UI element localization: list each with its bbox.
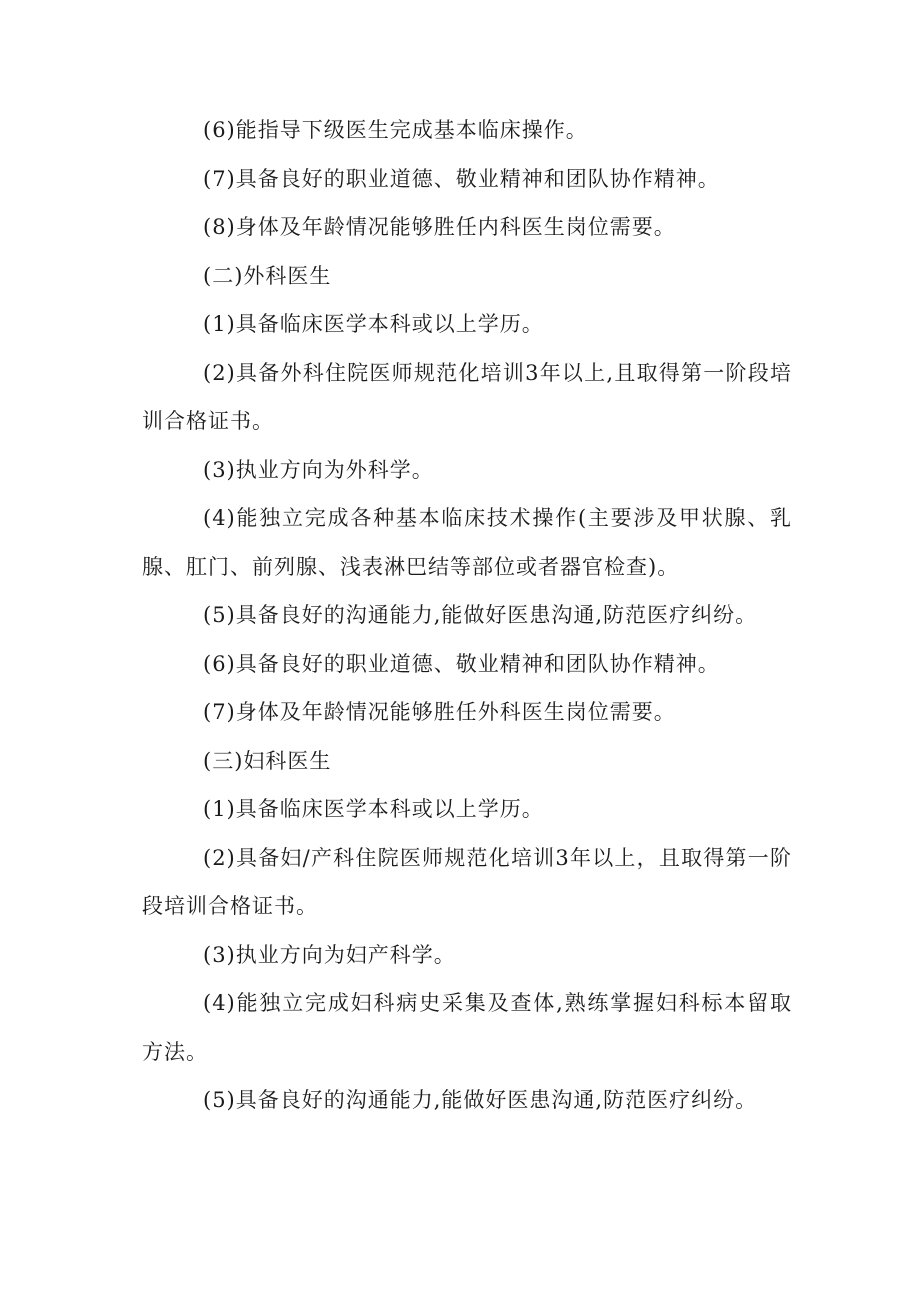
paragraph-internal-8: (8)身体及年龄情况能够胜任内科医生岗位需要。 [203,215,676,239]
document-body [142,106,792,1125]
paragraph-gynecology-1: (1)具备临床医学本科或以上学历。 [203,797,544,821]
paragraph-gynecology-2: (2)具备妇/产科住院医师规范化培训3年以上，且取得第一阶段培训合格证书。 [142,845,792,918]
paragraph-surgery-7: (7)身体及年龄情况能够胜任外科医生岗位需要。 [203,700,676,724]
paragraph-surgery-6: (6)具备良好的职业道德、敬业精神和团队协作精神。 [203,651,720,676]
section-heading-gynecology: (三)妇科医生 [203,748,332,773]
section-heading-surgery: (二)外科医生 [203,263,332,288]
paragraph-surgery-5: (5)具备良好的沟通能力,能做好医患沟通,防范医疗纠纷。 [203,603,758,627]
paragraph-surgery-2: (2)具备外科住院医师规范化培训3年以上,且取得第一阶段培训合格证书。 [142,360,792,433]
paragraph-gynecology-4: (4)能独立完成妇科病史采集及查体,熟练掌握妇科标本留取方法。 [142,991,792,1064]
paragraph-internal-6: (6)能指导下级医生完成基本临床操作。 [203,118,588,142]
paragraph-gynecology-3: (3)执业方向为妇产科学。 [203,942,456,967]
paragraph-surgery-3: (3)执业方向为外科学。 [203,457,434,482]
paragraph-surgery-1: (1)具备临床医学本科或以上学历。 [203,312,544,336]
paragraph-gynecology-5: (5)具备良好的沟通能力,能做好医患沟通,防范医疗纠纷。 [203,1088,758,1112]
paragraph-surgery-4: (4)能独立完成各种基本临床技术操作(主要涉及甲状腺、乳腺、肛门、前列腺、浅表淋巴结等部位或者器官检查)。 [142,506,792,579]
paragraph-internal-7: (7)具备良好的职业道德、敬业精神和团队协作精神。 [203,166,720,191]
